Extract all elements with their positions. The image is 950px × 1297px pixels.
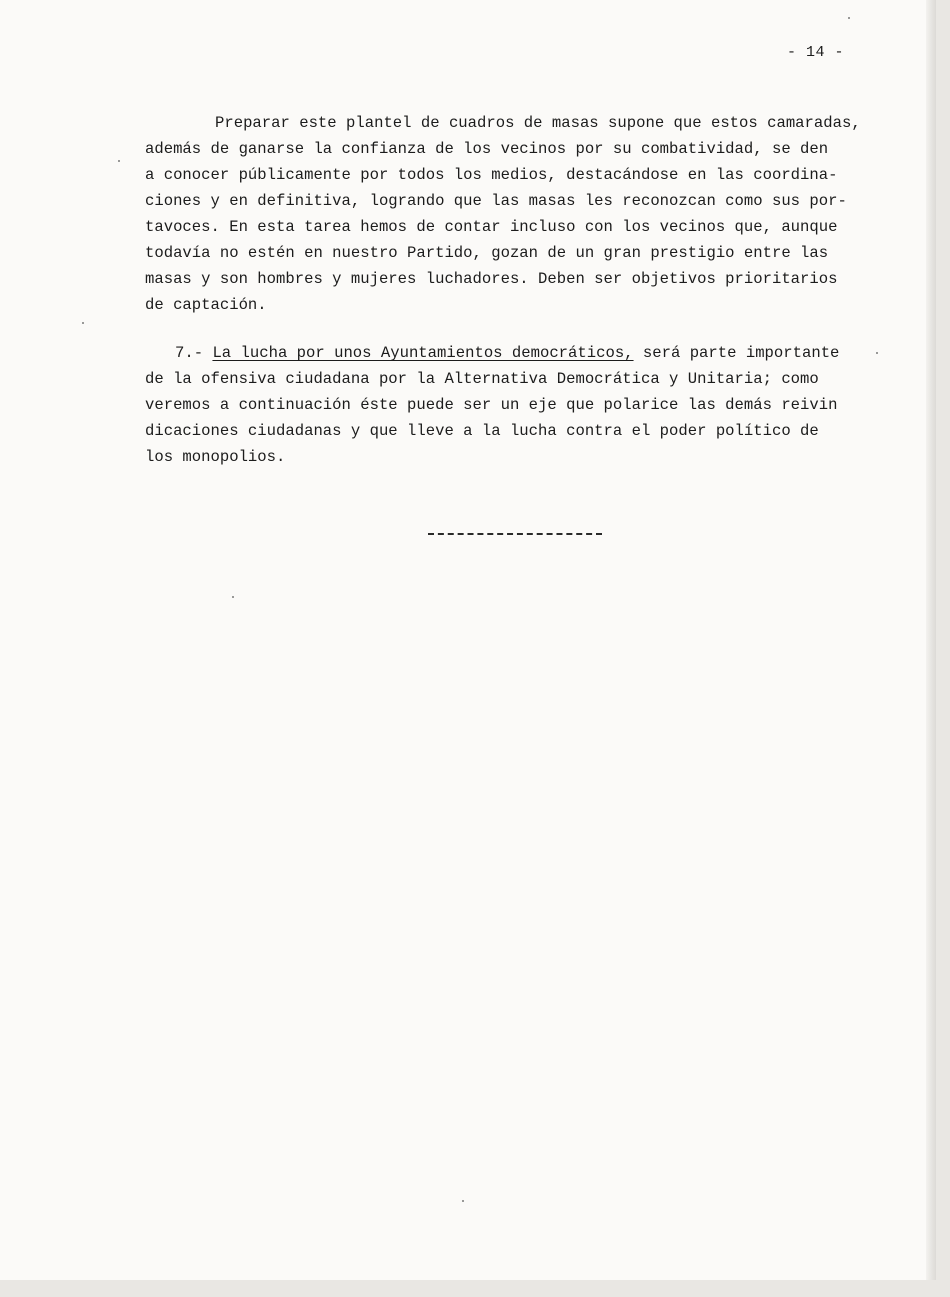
paragraph-line: dicaciones ciudadanas y que lleve a la lucha contra el poder político de — [145, 422, 819, 440]
paragraph-line-rest: será parte importante — [633, 344, 840, 362]
paragraph-line: los monopolios. — [145, 448, 286, 466]
section-separator — [428, 533, 602, 535]
section-number: 7.- — [175, 344, 204, 362]
paragraph-line: de captación. — [145, 296, 267, 314]
paragraph-line: ciones y en definitiva, logrando que las masas les reconozcan como sus por- — [145, 192, 847, 210]
paragraph-line: Preparar este plantel de cuadros de masas supone que estos camaradas, — [215, 114, 861, 132]
page-number: - 14 - — [787, 44, 845, 61]
paragraph-first-line — [145, 340, 890, 366]
paragraph-line: a conocer públicamente por todos los medios, destacándose en las coordina- — [145, 166, 838, 184]
paragraph-line: todavía no estén en nuestro Partido, gozan de un gran prestigio entre las — [145, 244, 829, 262]
paragraph-line: tavoces. En esta tarea hemos de contar incluso con los vecinos que, aunque — [145, 218, 838, 236]
paragraph-line: de la ofensiva ciudadana por la Alternativa Democrática y Unitaria; como — [145, 370, 819, 388]
section-heading: La lucha por unos Ayuntamientos democráticos, — [212, 344, 634, 362]
paragraph-line: masas y son hombres y mujeres luchadores. Deben ser objetivos prioritarios — [145, 270, 838, 288]
paragraph-line: veremos a continuación éste puede ser un eje que polarice las demás reivin — [145, 396, 838, 414]
paragraph-cuadros-de-masas — [145, 110, 890, 318]
paragraph-line: además de ganarse la confianza de los vecinos por su combatividad, se den — [145, 140, 829, 158]
paragraph-ayuntamientos — [145, 340, 890, 470]
